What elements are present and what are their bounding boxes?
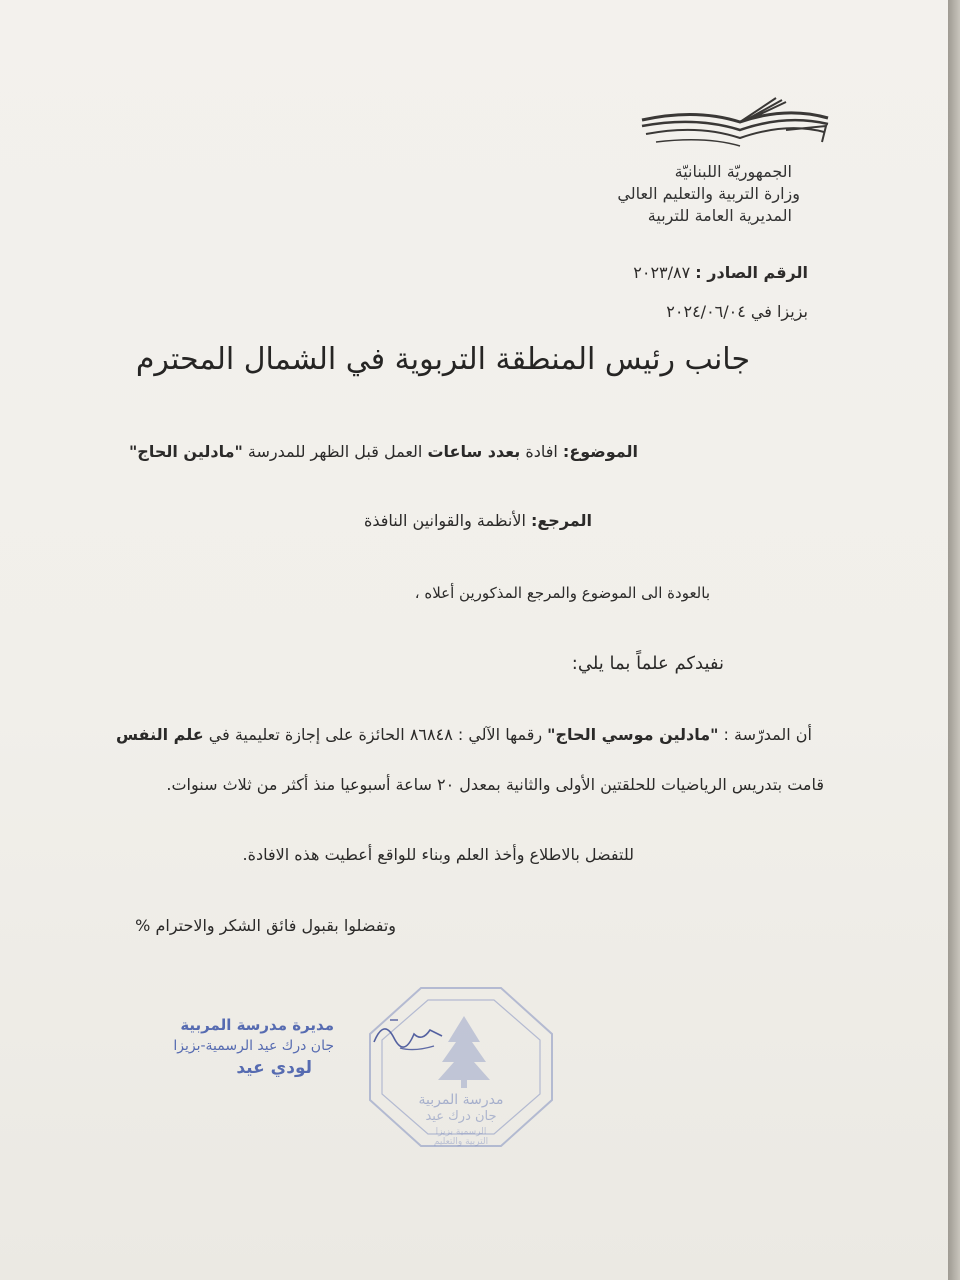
reference-number <box>633 263 808 282</box>
open-book-logo <box>636 92 832 158</box>
teacher-mid: رقمها الآلي : ٨٦٨٤٨ الحائزة على إجازة تعليمية في <box>203 725 548 744</box>
reference-line <box>364 511 592 530</box>
paper-edge <box>948 0 960 1280</box>
subject-label: الموضوع: <box>562 442 638 461</box>
stamp-text-4: التربية والتعليم <box>433 1137 489 1147</box>
reference-text: الأنظمة والقوانين النافذة <box>363 511 531 530</box>
ministry-line-1: الجمهوريّة اللبنانيّة <box>674 162 792 181</box>
official-stamp <box>366 984 556 1150</box>
stamp-text-3: الرسمية بزيزا <box>435 1127 487 1137</box>
teacher-line <box>116 725 812 744</box>
return-line: بالعودة الى الموضوع والمرجع المذكورين أعلاه ، <box>414 584 710 602</box>
reference-label: المرجع: <box>530 511 592 530</box>
subject-text-rest: العمل قبل الظهر للمدرسة <box>242 442 428 461</box>
info-line: للتفضل بالاطلاع وأخذ العلم وبناء للواقع أعطيت هذه الافادة. <box>242 845 634 864</box>
subject-text-plain: افادة <box>520 442 558 461</box>
subject-name: "مادلين الحاج" <box>128 442 243 461</box>
inform-line: نفيدكم علماً بما يلي: <box>571 653 724 674</box>
ministry-line-3: المديرية العامة للتربية <box>647 206 792 225</box>
signature-block <box>134 1016 334 1078</box>
teacher-name: "مادلين موسي الحاج" <box>547 725 719 744</box>
reference-number-label: الرقم الصادر : <box>695 263 808 282</box>
reference-date: بزيزا في ٢٠٢٤/٠٦/٠٤ <box>666 302 808 321</box>
subject-line <box>129 442 638 461</box>
subject-text-bold: بعدد ساعات <box>427 442 521 461</box>
signature-title: مديرة مدرسة المربية <box>180 1016 334 1034</box>
stamp-text-2: جان درك عيد <box>425 1109 497 1124</box>
teacher-field: علم النفس <box>115 725 204 744</box>
handwritten-signature <box>370 1012 450 1056</box>
closing-line: وتفضلوا بقبول فائق الشكر والاحترام % <box>135 916 396 935</box>
page-title: جانب رئيس المنطقة التربوية في الشمال المحترم <box>135 342 750 377</box>
teacher-prefix: أن المدرّسة : <box>718 725 812 744</box>
signature-school: جان درك عيد الرسمية-بزيزا <box>173 1038 334 1054</box>
ministry-line-2: وزارة التربية والتعليم العالي <box>617 184 800 203</box>
stamp-text-1: مدرسة المربية <box>418 1092 504 1108</box>
signature-name: لودي عيد <box>236 1058 312 1078</box>
teaching-line: قامت بتدريس الرياضيات للحلقتين الأولى والثانية بمعدل ٢٠ ساعة أسبوعيا منذ أكثر من ثلاث سنوات. <box>166 775 824 794</box>
reference-number-value: ٢٠٢٣/٨٧ <box>633 263 691 282</box>
